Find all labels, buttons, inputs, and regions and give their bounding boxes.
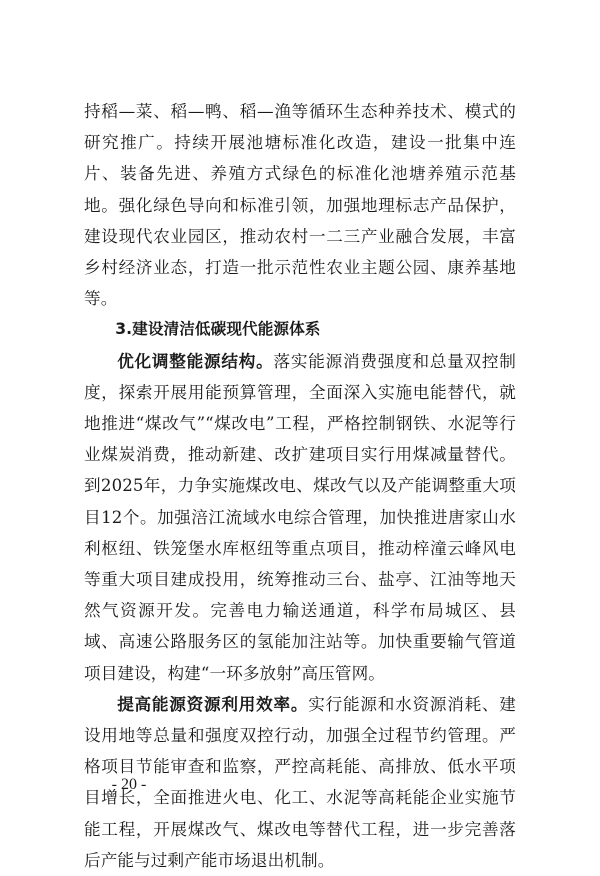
paragraph-lead: 提高能源资源利用效率。 bbox=[117, 694, 309, 714]
paragraph-energy-structure bbox=[84, 346, 516, 689]
paragraph-agriculture: 持稻—菜、稻—鸭、稻—渔等循环生态种养技术、模式的研究推广。持续开展池塘标准化改造，建设一批集中连片、装备先进、养殖方式绿色的标准化池塘养殖示范基地。强化绿色导向和标准引领，加强地理标志产品保护，建设现代农业园区，推动农村一二三产业融合发展，丰富乡村经济业态，打造一批示范性农业主题公园、康养基地等。 bbox=[84, 102, 516, 309]
paragraph-text: 落实能源消费强度和总量双控制度，探索开展用能预算管理，全面深入实施电能替代，就地推进“煤改气”“煤改电”工程，严格控制钢铁、水泥等行业煤炭消费，推动新建、改扩建项目实行用煤减量替代。到2025年，力争实施煤改电、煤改气以及产能调整重大项目12个。加强涪江流域水电综合管理，加快推进唐家山水利枢纽、铁笼堡水库枢纽等重点项目，推动梓潼云峰风电等重大项目建成投用，统筹推动三台、盐亭、江油等地天然气资源开发。完善电力输送通道，科学布局城区、县域、高速公路服务区的氢能加注站等。加快重要输气管道项目建设，构建“一环多放射”高压管网。 bbox=[84, 351, 516, 683]
document-body bbox=[84, 96, 516, 876]
paragraph-lead: 优化调整能源结构。 bbox=[117, 351, 274, 371]
section-heading: 3.建设清洁低碳现代能源体系 bbox=[115, 320, 321, 339]
paragraph-text: 实行能源和水资源消耗、建设用地等总量和强度双控行动，加强全过程节约管理。严格项目节能审查和监察，严控高耗能、高排放、低水平项目增长，全面推进火电、化工、水泥等高耗能企业实施节能工程，开展煤改气、煤改电等替代工程，进一步完善落后产能与过剩产能市场退出机制。 bbox=[84, 694, 516, 870]
page-number: - 20 - bbox=[111, 776, 147, 793]
